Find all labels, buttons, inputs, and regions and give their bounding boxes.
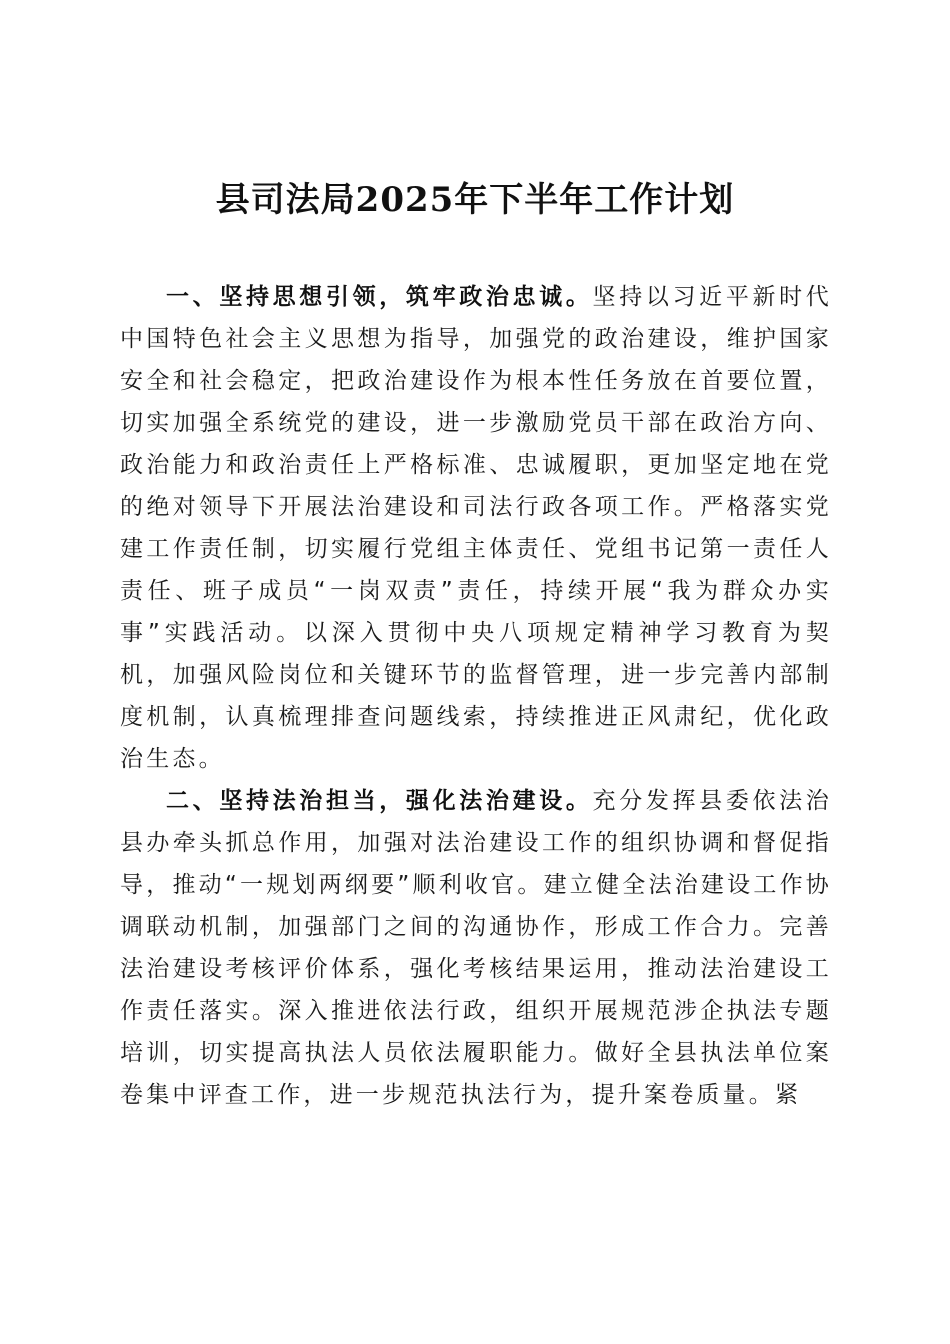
- section-body-2: 充分发挥县委依法治县办牵头抓总作用，加强对法治建设工作的组织协调和督促指导，推动“一规划两纲要”顺利收官。建立健全法治建设工作协调联动机制，加强部门之间的沟通协作，形成工作合力。完善法治建设考核评价体系，强化考核结果运用，推动法治建设工作责任落实。深入推进依法行政，组织开展规范涉企执法专题培训，切实提高执法人员依法履职能力。做好全县执法单位案卷集中评查工作，进一步规范执法行为，提升案卷质量。紧: [120, 788, 832, 1108]
- section-heading-1: 一、坚持思想引领，筑牢政治忠诚。: [166, 284, 593, 310]
- section-heading-2: 二、坚持法治担当，强化法治建设。: [166, 788, 593, 814]
- section-paragraph-2: [120, 780, 832, 1116]
- document-body: [120, 276, 832, 1116]
- section-paragraph-1: [120, 276, 832, 780]
- document-title: 县司法局2025年下半年工作计划: [215, 180, 735, 220]
- section-body-1: 坚持以习近平新时代中国特色社会主义思想为指导，加强党的政治建设，维护国家安全和社会稳定，把政治建设作为根本性任务放在首要位置，切实加强全系统党的建设，进一步激励党员干部在政治方向、政治能力和政治责任上严格标准、忠诚履职，更加坚定地在党的绝对领导下开展法治建设和司法行政各项工作。严格落实党建工作责任制，切实履行党组主体责任、党组书记第一责任人责任、班子成员“一岗双责”责任，持续开展“我为群众办实事”实践活动。以深入贯彻中央八项规定精神学习教育为契机，加强风险岗位和关键环节的监督管理，进一步完善内部制度机制，认真梳理排查问题线索，持续推进正风肃纪，优化政治生态。: [120, 284, 832, 772]
